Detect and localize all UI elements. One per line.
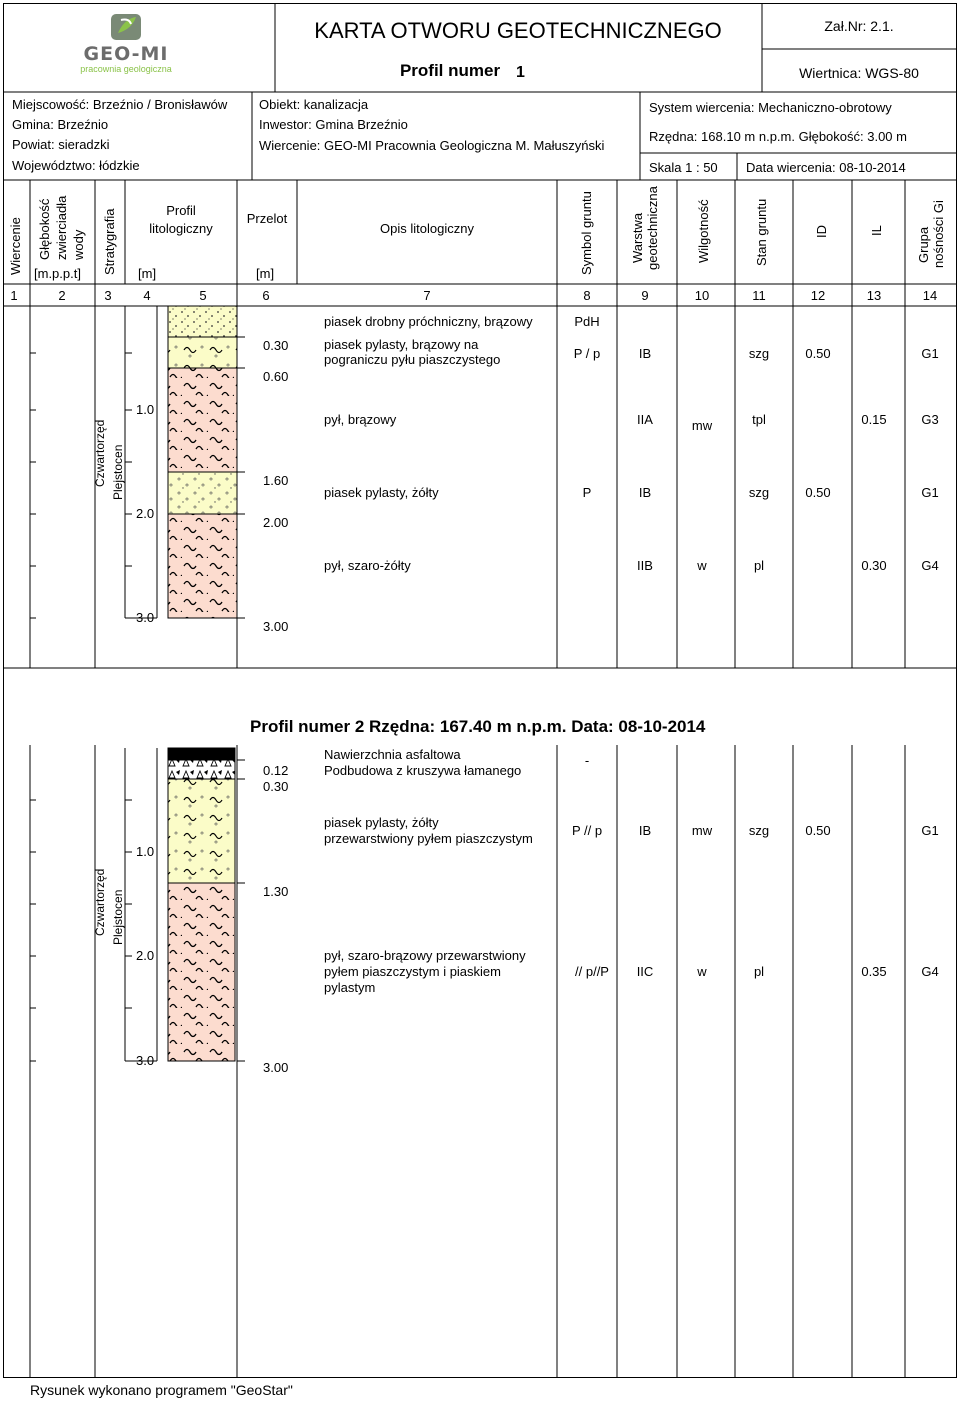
p2-interval-depth: 1.30 bbox=[263, 884, 289, 899]
p2-layer: IIC bbox=[636, 964, 654, 979]
p1-group: G1 bbox=[921, 346, 939, 361]
p1-desc: piasek drobny próchniczny, brązowy bbox=[324, 314, 533, 329]
p2-strat-epoch: Plejstocen bbox=[111, 889, 125, 945]
p1-state: tpl bbox=[752, 412, 766, 427]
p1-id: 0.50 bbox=[805, 485, 831, 500]
col-group-2: nośności Gi bbox=[931, 200, 946, 268]
col-water-depth-3: wody bbox=[71, 229, 86, 260]
drilling-system: System wiercenia: Mechaniczno-obrotowy bbox=[649, 100, 892, 115]
col-number: 3 bbox=[104, 288, 112, 303]
attachment-no: Zał.Nr: 2.1. bbox=[824, 18, 894, 34]
p1-strat-era: Czwartorzęd bbox=[93, 419, 107, 487]
col-state: Stan gruntu bbox=[754, 198, 769, 266]
col-interval: Przelot bbox=[246, 211, 288, 226]
p1-moisture: mw bbox=[691, 418, 713, 433]
logo-icon bbox=[111, 14, 141, 40]
p2-desc: pyłem piaszczystym i piaskiem bbox=[324, 964, 501, 979]
p2-interval-depth: 0.30 bbox=[263, 779, 289, 794]
p2-layer: IB bbox=[638, 823, 652, 838]
p2-interval-depth: 0.12 bbox=[263, 763, 289, 778]
col-moisture: Wilgotność bbox=[696, 199, 711, 263]
col-profile-unit: [m] bbox=[138, 266, 157, 281]
p1-interval-depth: 0.60 bbox=[263, 369, 289, 384]
county: Powiat: sieradzki bbox=[12, 137, 110, 152]
p1-depth-mark: 2.0 bbox=[136, 506, 155, 521]
p2-symbol: - bbox=[584, 753, 590, 768]
col-stratigraphy: Stratygrafia bbox=[102, 208, 117, 275]
col-interval-unit: [m] bbox=[256, 266, 275, 281]
col-number: 13 bbox=[866, 288, 882, 303]
col-profile-1: Profil bbox=[166, 203, 196, 218]
p2-id: 0.50 bbox=[805, 823, 831, 838]
col-number: 14 bbox=[922, 288, 938, 303]
col-number: 2 bbox=[58, 288, 66, 303]
col-number: 4 bbox=[143, 288, 151, 303]
col-soil-symbol: Symbol gruntu bbox=[579, 191, 594, 275]
p2-desc: pylastym bbox=[324, 980, 376, 995]
p1-state: szg bbox=[748, 346, 770, 361]
p1-desc: pył, brązowy bbox=[324, 412, 397, 427]
p1-id: 0.50 bbox=[805, 346, 831, 361]
profile-label: Profil numer bbox=[399, 61, 501, 80]
p2-desc: Nawierzchnia asfaltowa bbox=[324, 747, 461, 762]
p1-layer: IB bbox=[638, 346, 652, 361]
investor: Inwestor: Gmina Brzeźnio bbox=[259, 117, 408, 132]
col-water-depth-1: Głębokość bbox=[37, 198, 52, 260]
col-number: 11 bbox=[752, 288, 766, 303]
col-group-1: Grupa bbox=[916, 226, 931, 263]
p1-group: G4 bbox=[921, 558, 939, 573]
p1-moisture: w bbox=[697, 558, 707, 573]
p1-state: szg bbox=[748, 485, 770, 500]
col-number: 5 bbox=[199, 288, 207, 303]
col-profile-2: litologiczny bbox=[149, 221, 213, 236]
p1-layer: IB bbox=[638, 485, 652, 500]
p2-title: Profil numer 2 Rzędna: 167.40 m n.p.m. Data: 08-10-2014 bbox=[250, 717, 706, 736]
p1-interval-depth: 0.30 bbox=[263, 338, 289, 353]
p1-group: G1 bbox=[921, 485, 939, 500]
p1-desc: pograniczu pyłu piaszczystego bbox=[324, 352, 501, 367]
elevation-depth: Rzędna: 168.10 m n.p.m. Głębokość: 3.00 m bbox=[649, 129, 907, 144]
p1-symbol: P bbox=[582, 485, 592, 500]
col-number: 9 bbox=[641, 288, 649, 303]
p1-strat-epoch: Plejstocen bbox=[111, 444, 125, 500]
p2-strat-era: Czwartorzęd bbox=[93, 868, 107, 936]
col-number: 12 bbox=[810, 288, 826, 303]
commune: Gmina: Brzeźnio bbox=[12, 117, 109, 132]
col-number: 7 bbox=[423, 288, 431, 303]
col-number: 8 bbox=[583, 288, 591, 303]
card-title: KARTA OTWORU GEOTECHNICZNEGO bbox=[314, 18, 722, 43]
p1-desc: piasek pylasty, brązowy na bbox=[324, 337, 479, 352]
p1-il: 0.30 bbox=[861, 558, 887, 573]
p2-group: G1 bbox=[921, 823, 939, 838]
p2-depth-mark: 1.0 bbox=[136, 844, 155, 859]
col-geo-layer-1: Warstwa bbox=[630, 212, 645, 263]
col-number: 6 bbox=[262, 288, 270, 303]
p1-depth-mark: 3.0 bbox=[136, 610, 155, 625]
p2-il: 0.35 bbox=[861, 964, 887, 979]
drilling-date: Data wiercenia: 08-10-2014 bbox=[746, 160, 906, 175]
col-description: Opis litologiczny bbox=[380, 221, 474, 236]
p2-desc: przewarstwiony pyłem piaszczystym bbox=[324, 831, 533, 846]
p2-group: G4 bbox=[921, 964, 939, 979]
logo-sub-text: pracownia geologiczna bbox=[80, 64, 172, 74]
p1-symbol: PdH bbox=[574, 314, 600, 329]
drilling-company: Wiercenie: GEO-MI Pracownia Geologiczna M. Małuszyński bbox=[259, 138, 605, 153]
p2-symbol: P // p bbox=[571, 823, 603, 838]
p1-desc: pył, szaro-żółty bbox=[324, 558, 411, 573]
col-geo-layer-2: geotechniczna bbox=[645, 186, 660, 270]
p1-interval-depth: 2.00 bbox=[263, 515, 289, 530]
p1-desc: piasek pylasty, żółty bbox=[324, 485, 439, 500]
p2-depth-mark: 3.0 bbox=[136, 1053, 155, 1068]
col-drilling: Wiercenie bbox=[8, 217, 23, 275]
p2-state: szg bbox=[748, 823, 770, 838]
scale: Skala 1 : 50 bbox=[649, 160, 718, 175]
object: Obiekt: kanalizacja bbox=[259, 97, 369, 112]
p2-moisture: mw bbox=[691, 823, 713, 838]
col-water-unit: [m.p.p.t] bbox=[34, 266, 81, 281]
p1-interval-depth: 1.60 bbox=[263, 473, 289, 488]
p2-desc: pył, szaro-brązowy przewarstwiony bbox=[324, 948, 526, 963]
p2-end-depth: 3.00 bbox=[263, 1060, 289, 1075]
profile-number: 1 bbox=[516, 64, 525, 81]
footer-note: Rysunek wykonano programem "GeoStar" bbox=[30, 1382, 293, 1398]
logo-main-text: GEO-MI bbox=[83, 43, 169, 65]
p1-layer: IIB bbox=[637, 558, 653, 573]
p1-il: 0.15 bbox=[861, 412, 887, 427]
col-number: 1 bbox=[10, 288, 18, 303]
col-il: IL bbox=[869, 225, 884, 236]
p1-end-depth: 3.00 bbox=[263, 619, 289, 634]
p2-moisture: w bbox=[697, 964, 707, 979]
p1-symbol: P / p bbox=[573, 346, 601, 361]
p2-state: pl bbox=[753, 964, 765, 979]
p1-layer: IIA bbox=[637, 412, 653, 427]
voivodeship: Województwo: łódzkie bbox=[12, 158, 140, 173]
p2-symbol: // p//P bbox=[575, 964, 609, 979]
col-water-depth-2: zwierciadła bbox=[54, 195, 69, 260]
locality: Miejscowość: Brzeźnio / Bronisławów bbox=[12, 97, 228, 112]
p2-desc: piasek pylasty, żółty bbox=[324, 815, 439, 830]
rig-name: Wiertnica: WGS-80 bbox=[799, 65, 919, 81]
col-number: 10 bbox=[694, 288, 710, 303]
p1-depth-mark: 1.0 bbox=[136, 402, 155, 417]
col-id: ID bbox=[814, 225, 829, 238]
p1-state: pl bbox=[753, 558, 765, 573]
p2-depth-mark: 2.0 bbox=[136, 948, 155, 963]
p1-group: G3 bbox=[921, 412, 939, 427]
p2-desc: Podbudowa z kruszywa łamanego bbox=[324, 763, 522, 778]
